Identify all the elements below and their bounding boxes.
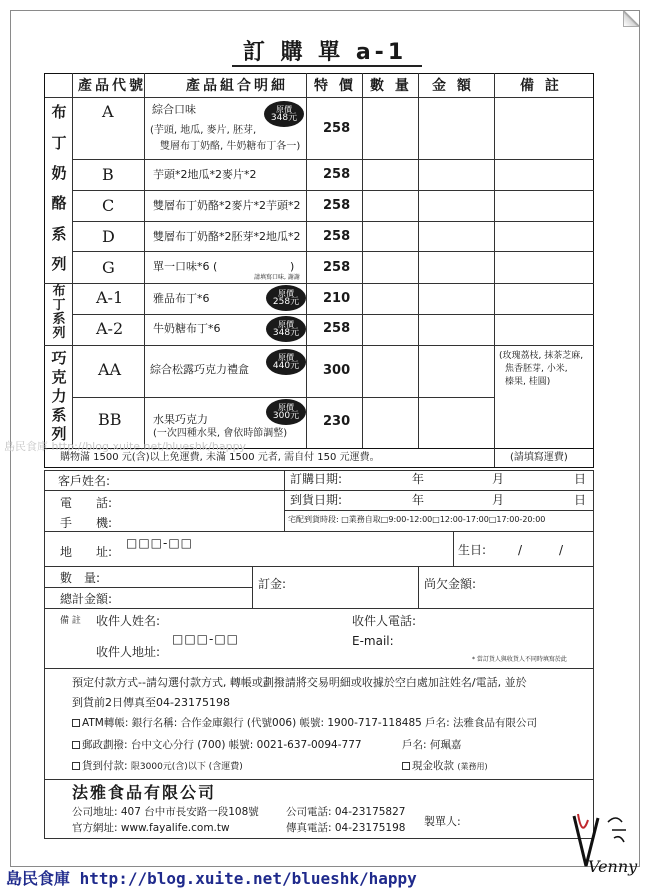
row-line <box>72 251 594 252</box>
company-address: 公司地址: 407 台中市長安路一段108號 <box>72 806 259 818</box>
row-line <box>72 159 594 160</box>
form-right-border <box>593 470 594 668</box>
product-name: 芋頭*2地瓜*2麥片*2 <box>153 168 257 181</box>
product-price: 258 <box>323 229 351 244</box>
checkbox-icon[interactable] <box>402 762 410 770</box>
product-price: 258 <box>323 260 351 275</box>
signature-text: Venny <box>588 857 638 876</box>
col-divider-qty <box>418 73 419 448</box>
shipping-fill: (請填寫運費) <box>510 452 568 463</box>
product-detail: 雙層布丁奶酪, 牛奶糖布丁各一) <box>160 141 301 152</box>
company-phone: 公司電話: 04-23175827 <box>286 806 406 818</box>
phone-label: 電 話: <box>60 496 113 510</box>
form-line <box>44 566 594 567</box>
original-price-badge: 原價 440元 <box>266 349 306 375</box>
product-name-close: ) <box>290 260 295 273</box>
form-divider <box>453 531 454 566</box>
header-code: 產品代號 <box>78 78 146 94</box>
recipient-address-label: 收件人地址: <box>96 645 161 659</box>
order-month: 月 <box>492 472 505 486</box>
header-bottom-line <box>44 97 594 98</box>
header-price: 特 價 <box>314 78 356 94</box>
col-divider-amount <box>494 73 495 448</box>
delivery-date-label: 到貨日期: <box>290 493 343 507</box>
group-label-char: 系 <box>52 312 66 327</box>
col-divider-code <box>144 73 145 448</box>
header-combo: 產品組合明細 <box>186 78 288 94</box>
group-label-char: 列 <box>52 326 66 341</box>
delivery-month: 月 <box>492 493 505 507</box>
product-name: 水果巧克力 <box>153 413 208 426</box>
atm-option[interactable]: ATM轉帳: 銀行名稱: 合作金庫銀行 (代號006) 帳號: 1900-717-118485 戶名: 法雅食品有限公司 <box>72 718 537 729</box>
row-line <box>72 397 494 398</box>
group-label-char: 奶 <box>51 164 67 182</box>
watermark: 島民食庫 http://blog.xuite.net/blueshk/happy <box>4 440 247 453</box>
product-name: 雙層布丁奶酪*2胚芽*2地瓜*2 <box>153 230 301 243</box>
form-left-border <box>44 470 45 668</box>
order-day: 日 <box>574 472 587 486</box>
form-maker-label: 製單人: <box>424 815 461 828</box>
email-label: E-mail: <box>352 634 394 648</box>
product-code: A-2 <box>96 319 124 338</box>
shipping-bottom-line <box>44 467 594 468</box>
delivery-day: 日 <box>574 493 587 507</box>
total-label: 總計金額: <box>60 592 113 606</box>
group-label-char: 巧 <box>51 349 67 367</box>
original-price-badge: 原價 348元 <box>264 101 304 127</box>
shipping-divider <box>494 448 495 467</box>
product-price: 210 <box>323 291 351 306</box>
form-line <box>44 470 594 471</box>
form-line <box>44 668 594 669</box>
product-price: 258 <box>323 121 351 136</box>
table-left-border <box>44 73 45 468</box>
recipient-name-label: 收件人姓名: <box>96 614 161 628</box>
payment-intro-fax: 到貨前2日傳真至04-23175198 <box>72 696 230 709</box>
product-code: A <box>102 102 114 121</box>
checkbox-icon[interactable] <box>72 741 80 749</box>
flavor-note: 請填寫口味, 謝謝 <box>254 274 300 281</box>
form-divider <box>418 566 419 608</box>
company-top-line <box>44 779 594 780</box>
postcode-boxes[interactable]: □□□-□□ <box>126 536 194 550</box>
payment-intro: 預定付款方式--請勾選付款方式, 轉帳或劃撥請將交易明細或收據於空白處加註姓名/電話, 並於 <box>72 676 527 689</box>
form-divider <box>284 470 285 531</box>
col-divider-combo <box>306 73 307 448</box>
remark-label: 備 註 <box>60 616 81 626</box>
cod-option[interactable]: 貨到付款: 限3000元(含)以下 (含運費) <box>72 761 243 772</box>
form-line <box>44 490 594 491</box>
time-slot-options[interactable]: 宅配到貨時段: □業務自取□9:00-12:00□12:00-17:00□17:00-20:00 <box>288 515 546 524</box>
table-right-border <box>593 73 594 468</box>
postal-account-name: 戶名: 何珮嘉 <box>402 739 462 751</box>
recipient-postcode-boxes[interactable]: □□□-□□ <box>172 632 240 646</box>
group-label-char: 丁 <box>52 298 66 313</box>
cash-option[interactable]: 現金收款 (業務用) <box>402 761 488 772</box>
checkbox-icon[interactable] <box>72 762 80 770</box>
product-detail: (一次四種水果, 會依時節調整) <box>153 428 288 439</box>
group-label-char: 系 <box>51 225 67 243</box>
product-code: A-1 <box>96 288 124 307</box>
product-price: 300 <box>323 363 351 378</box>
group-label-char: 克 <box>51 368 67 386</box>
product-code: C <box>102 196 115 215</box>
order-date-label: 訂購日期: <box>290 472 343 486</box>
shipping-note: 購物滿 1500 元(含)以上免運費, 未滿 1500 元者, 需自付 150 元運費。 <box>60 452 380 463</box>
company-website: 官方網址: www.fayalife.com.tw <box>72 822 230 834</box>
group-label-char: 力 <box>51 387 67 405</box>
row-line <box>72 221 594 222</box>
postal-option[interactable]: 郵政劃撥: 台中文心分行 (700) 帳號: 0021-637-0094-777 <box>72 740 362 751</box>
group-label-char: 丁 <box>51 134 67 152</box>
form-line <box>44 587 252 588</box>
product-price: 258 <box>323 167 351 182</box>
mobile-label: 手 機: <box>60 516 113 530</box>
product-code: BB <box>98 410 122 429</box>
deposit-label: 訂金: <box>258 577 287 591</box>
product-code: G <box>102 258 115 277</box>
recipient-note: * 當訂貨人與收貨人不同時填寫於此 <box>472 656 567 663</box>
form-line <box>44 531 594 532</box>
company-name: 法雅食品有限公司 <box>72 783 217 802</box>
product-price: 258 <box>323 198 351 213</box>
birthday-slash: / <box>518 543 523 557</box>
recipient-phone-label: 收件人電話: <box>352 614 417 628</box>
original-price-badge: 原價 258元 <box>266 285 306 311</box>
group-label-char: 系 <box>51 406 67 424</box>
remark-line: 焦香胚芽, 小米, <box>505 364 568 374</box>
form-line <box>44 608 594 609</box>
group-label-char: 布 <box>52 284 66 299</box>
product-name: 牛奶糖布丁*6 <box>153 322 221 335</box>
group-label-char: 酪 <box>51 194 67 212</box>
page-curl <box>623 11 639 27</box>
remark-line: (玫瑰荔枝, 抹茶芝麻, <box>499 351 584 361</box>
form-line <box>284 510 594 511</box>
product-name: 雙層布丁奶酪*2麥片*2芋頭*2 <box>153 199 301 212</box>
signature-logo <box>568 808 638 878</box>
group-label-char: 列 <box>51 425 67 443</box>
product-code: AA <box>98 360 122 379</box>
product-code: B <box>102 165 114 184</box>
product-code: D <box>102 227 115 246</box>
blog-footer[interactable]: 島民食庫 http://blog.xuite.net/blueshk/happy <box>6 869 417 888</box>
product-detail: (芋頭, 地瓜, 麥片, 胚芽, <box>150 125 257 136</box>
order-year: 年 <box>412 472 425 486</box>
quantity-label: 數 量: <box>60 571 101 585</box>
row-line <box>72 314 594 315</box>
col-divider-price <box>362 73 363 448</box>
balance-label: 尚欠金額: <box>424 577 477 591</box>
birthday-label: 生日: <box>458 543 487 557</box>
address-label: 地 址: <box>60 545 113 559</box>
checkbox-icon[interactable] <box>72 719 80 727</box>
group-line <box>44 283 594 284</box>
payment-left-border <box>44 668 45 838</box>
product-price: 230 <box>323 414 351 429</box>
header-remark: 備 註 <box>520 78 562 94</box>
form-divider <box>252 566 253 608</box>
header-qty: 數 量 <box>370 78 412 94</box>
table-top-border <box>44 73 594 74</box>
customer-name-label: 客戶姓名: <box>58 474 111 488</box>
delivery-year: 年 <box>412 493 425 507</box>
group-line <box>44 345 594 346</box>
remark-line: 榛果, 桂圓) <box>505 377 551 387</box>
product-name: 雅品布丁*6 <box>153 292 210 305</box>
title-underline <box>232 65 422 67</box>
header-amount: 金 額 <box>432 78 474 94</box>
birthday-slash: / <box>559 543 564 557</box>
product-name: 單一口味*6 ( <box>153 260 218 273</box>
company-fax: 傳真電話: 04-23175198 <box>286 822 406 834</box>
product-price: 258 <box>323 321 351 336</box>
form-title: 訂 購 單 a-1 <box>242 40 408 65</box>
original-price-badge: 原價 300元 <box>266 399 306 425</box>
group-label-char: 列 <box>51 255 67 273</box>
original-price-badge: 原價 348元 <box>266 316 306 342</box>
col-divider-group <box>72 73 73 448</box>
product-name: 綜合口味 <box>152 103 196 116</box>
row-line <box>72 190 594 191</box>
product-name: 綜合松露巧克力禮盒 <box>150 363 249 376</box>
form-bottom-line <box>44 838 594 839</box>
group-label-char: 布 <box>51 103 67 121</box>
